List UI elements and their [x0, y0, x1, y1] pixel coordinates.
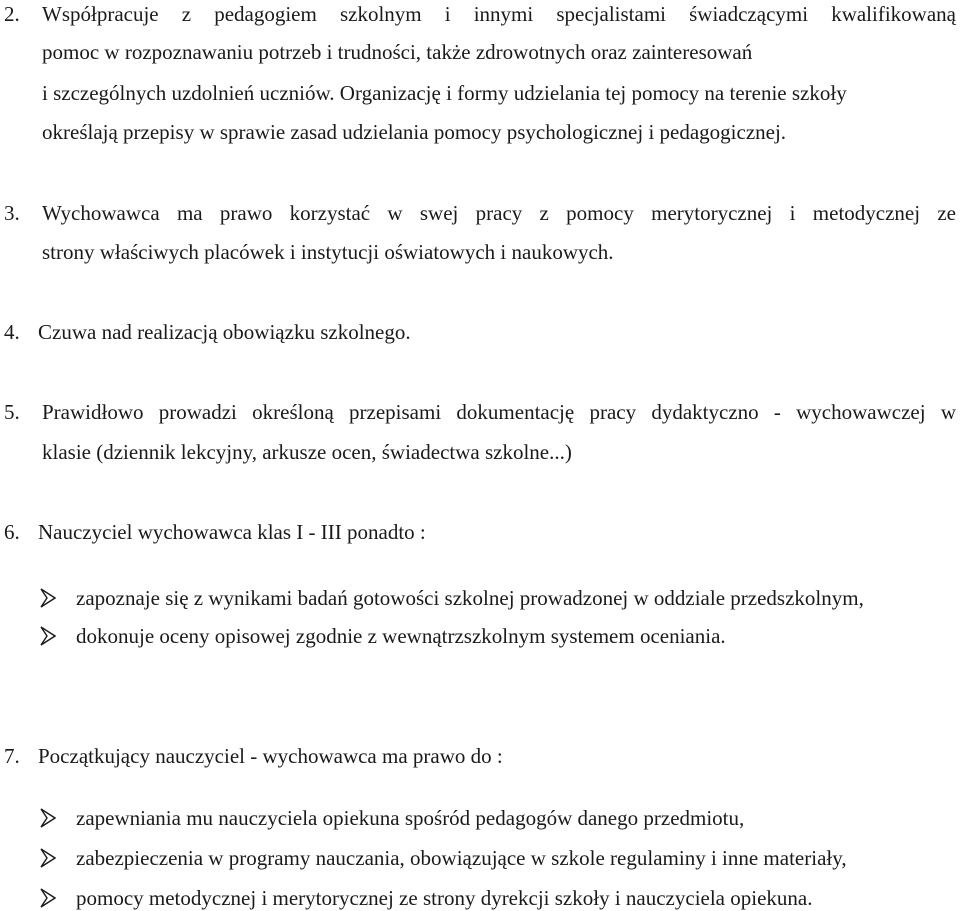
arrowhead-bullet-icon — [40, 588, 56, 608]
item-7-bullet-1: zapewniania mu nauczyciela opiekuna spośród pedagogów danego przedmiotu, — [76, 806, 745, 830]
item-5-line-2: klasie (dziennik lekcyjny, arkusze ocen, świadectwa szkolne...) — [42, 440, 572, 464]
item-2-line-2: pomoc w rozpoznawaniu potrzeb i trudności, także zdrowotnych oraz zainteresowań — [42, 40, 753, 64]
item-number-6: 6. — [4, 520, 20, 544]
item-4-line-1: Czuwa nad realizacją obowiązku szkolnego. — [38, 320, 411, 344]
item-2-line-1: Współpracuje z pedagogiem szkolnym i innymi specjalistami świadczącymi kwalifikowaną — [42, 2, 956, 26]
item-number-7: 7. — [4, 744, 20, 768]
item-6-bullet-2: dokonuje oceny opisowej zgodnie z wewnątrzszkolnym systemem oceniania. — [76, 624, 726, 648]
item-5-line-1: Prawidłowo prowadzi określoną przepisami dokumentację pracy dydaktyczno - wychowawczej w — [42, 400, 956, 424]
item-number-3: 3. — [4, 201, 20, 225]
arrowhead-bullet-icon — [40, 626, 56, 646]
item-2-line-3: i szczególnych uzdolnień uczniów. Organizację i formy udzielania tej pomocy na terenie szkoły — [42, 81, 847, 105]
arrowhead-bullet-icon — [40, 848, 56, 868]
item-3-line-1: Wychowawca ma prawo korzystać w swej pracy z pomocy merytorycznej i metodycznej ze — [42, 201, 956, 225]
item-2-line-4: określają przepisy w sprawie zasad udzielania pomocy psychologicznej i pedagogicznej. — [42, 120, 787, 144]
item-3-line-2: strony właściwych placówek i instytucji oświatowych i naukowych. — [42, 240, 614, 264]
item-7-bullet-2: zabezpieczenia w programy nauczania, obowiązujące w szkole regulaminy i inne materiały, — [76, 846, 847, 870]
item-number-2: 2. — [4, 2, 20, 26]
item-7-bullet-3: pomocy metodycznej i merytorycznej ze strony dyrekcji szkoły i nauczyciela opiekuna. — [76, 886, 813, 910]
arrowhead-bullet-icon — [40, 888, 56, 908]
arrowhead-bullet-icon — [40, 808, 56, 828]
item-6-bullet-1: zapoznaje się z wynikami badań gotowości szkolnej prowadzonej w oddziale przedszkolnym, — [76, 586, 864, 610]
item-6-line-1: Nauczyciel wychowawca klas I - III ponadto : — [38, 520, 426, 544]
item-number-5: 5. — [4, 400, 20, 424]
item-7-line-1: Początkujący nauczyciel - wychowawca ma prawo do : — [38, 744, 503, 768]
item-number-4: 4. — [4, 320, 20, 344]
